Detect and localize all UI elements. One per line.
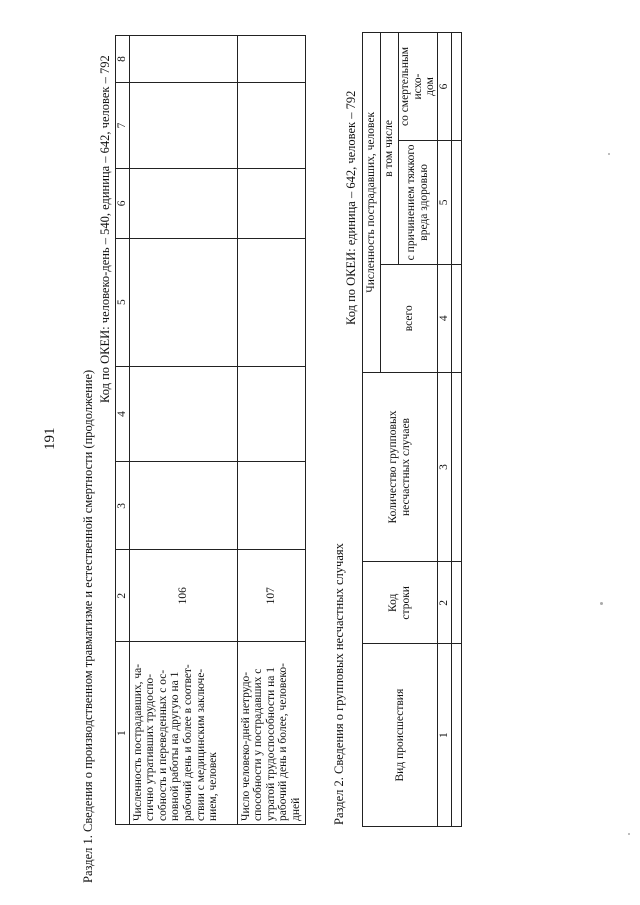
section1-table bbox=[115, 35, 306, 825]
data-cell[interactable] bbox=[451, 644, 461, 827]
data-cell[interactable] bbox=[129, 168, 237, 238]
data-cell[interactable] bbox=[237, 462, 305, 550]
data-cell[interactable] bbox=[237, 168, 305, 238]
col-number: 2 bbox=[116, 550, 130, 642]
data-cell[interactable] bbox=[129, 366, 237, 462]
scan-speck bbox=[628, 833, 630, 835]
row-label: Численность пострадавших, ча- стично утративших трудоспо- собность и переведенных с ос- новной работы на другую на 1 рабочий день и более в соответ- ствии с медицинским заключе- нием, человек bbox=[129, 642, 237, 825]
data-cell[interactable] bbox=[129, 83, 237, 169]
col-number: 5 bbox=[116, 238, 130, 366]
scan-speck bbox=[600, 602, 603, 605]
header-victims: Численность пострадавших, человек bbox=[363, 33, 381, 373]
col-number: 8 bbox=[116, 36, 130, 83]
row-code: 107 bbox=[237, 550, 305, 642]
data-cell[interactable] bbox=[129, 238, 237, 366]
section2-number-row bbox=[437, 33, 451, 827]
header-including: в том числе bbox=[381, 33, 399, 265]
header-line-code: Код строки bbox=[363, 562, 438, 644]
header-incident-type: Вид происшествия bbox=[363, 644, 438, 827]
data-cell[interactable] bbox=[237, 366, 305, 462]
section1-header-row bbox=[116, 36, 130, 825]
col-number: 1 bbox=[116, 642, 130, 825]
section2-okei: Код по ОКЕИ: единица – 642, человек – 792 bbox=[344, 90, 358, 325]
col-number: 4 bbox=[116, 366, 130, 462]
section1-title: Раздел 1. Сведения о производственном травматизме и естественной смертности (продолжение) bbox=[81, 369, 95, 883]
data-cell[interactable] bbox=[237, 36, 305, 83]
data-cell[interactable] bbox=[451, 33, 461, 141]
col-number: 7 bbox=[116, 83, 130, 169]
data-cell[interactable] bbox=[129, 462, 237, 550]
scan-speck bbox=[608, 153, 610, 155]
col-number: 6 bbox=[437, 33, 451, 141]
table-row bbox=[451, 33, 461, 827]
col-number: 5 bbox=[437, 140, 451, 264]
header-severe-harm: с причинением тяжкого вреда здоровью bbox=[399, 140, 438, 264]
section2-table bbox=[362, 32, 462, 827]
col-number: 4 bbox=[437, 264, 451, 372]
col-number: 2 bbox=[437, 562, 451, 644]
col-number: 3 bbox=[116, 462, 130, 550]
data-cell[interactable] bbox=[451, 140, 461, 264]
header-total: всего bbox=[381, 264, 438, 372]
col-number: 1 bbox=[437, 644, 451, 827]
data-cell[interactable] bbox=[451, 264, 461, 372]
section1-okei: Код по ОКЕИ: человеко-день – 540, единица – 642, человек – 792 bbox=[98, 55, 112, 403]
header-fatal: со смертельным исхо- дом bbox=[399, 33, 438, 141]
col-number: 6 bbox=[116, 168, 130, 238]
data-cell[interactable] bbox=[451, 562, 461, 644]
table-row bbox=[129, 36, 237, 825]
header-group-cases: Количество групповых несчастных случаев bbox=[363, 372, 438, 562]
data-cell[interactable] bbox=[237, 238, 305, 366]
table-row bbox=[237, 36, 305, 825]
data-cell[interactable] bbox=[129, 36, 237, 83]
data-cell[interactable] bbox=[237, 83, 305, 169]
data-cell[interactable] bbox=[451, 372, 461, 562]
row-code: 106 bbox=[129, 550, 237, 642]
col-number: 3 bbox=[437, 372, 451, 562]
row-label: Число человеко-дней нетрудо- способности у пострадавших с утратой трудоспособности на 1 рабочий день и более, человеко- дней bbox=[237, 642, 305, 825]
section2-title: Раздел 2. Сведения о групповых несчастных случаях bbox=[332, 543, 346, 825]
page-number: 191 bbox=[42, 427, 58, 450]
